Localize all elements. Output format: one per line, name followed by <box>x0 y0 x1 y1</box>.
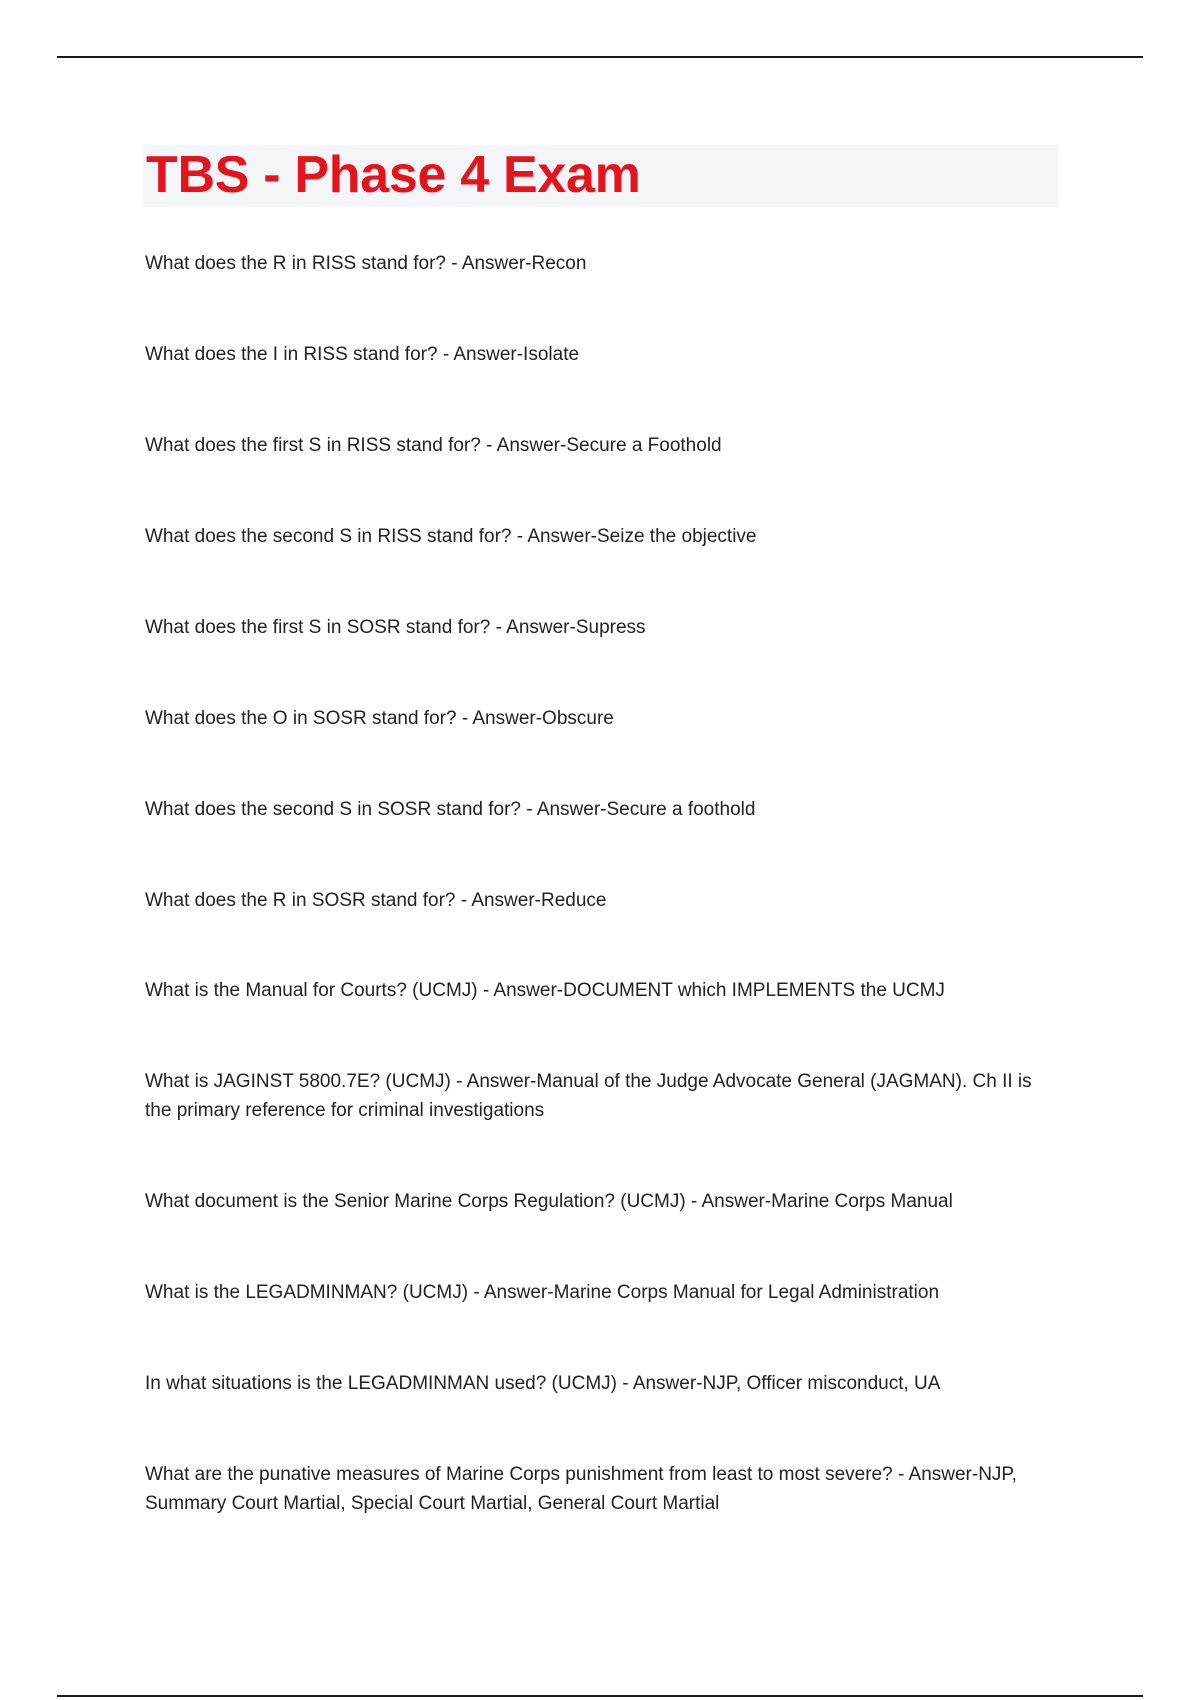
qa-item: What is the LEGADMINMAN? (UCMJ) - Answer-Marine Corps Manual for Legal Administration <box>145 1282 940 1303</box>
qa-item: What does the second S in RISS stand for? - Answer-Seize the objective <box>145 526 757 547</box>
header-rule <box>57 56 1143 58</box>
qa-item: What does the first S in SOSR stand for? - Answer-Supress <box>145 617 646 638</box>
qa-item: What does the O in SOSR stand for? - Answer-Obscure <box>145 708 614 729</box>
footer-rule <box>57 1695 1143 1697</box>
page-title: TBS - Phase 4 Exam <box>146 146 641 204</box>
qa-item: What are the punative measures of Marine Corps punishment from least to most severe? - Answer-NJP, Summary Court Martial, Special Court Martial, General Court Martial <box>145 1464 1017 1514</box>
qa-item: What does the first S in RISS stand for? - Answer-Secure a Foothold <box>145 435 722 456</box>
qa-item: What is JAGINST 5800.7E? (UCMJ) - Answer-Manual of the Judge Advocate General (JAGMAN). Ch II is the primary reference for criminal investigations <box>145 1071 1032 1121</box>
qa-item: What does the second S in SOSR stand for? - Answer-Secure a foothold <box>145 799 756 820</box>
qa-item: In what situations is the LEGADMINMAN used? (UCMJ) - Answer-NJP, Officer misconduct, UA <box>145 1373 941 1394</box>
qa-item: What is the Manual for Courts? (UCMJ) - Answer-DOCUMENT which IMPLEMENTS the UCMJ <box>145 980 945 1001</box>
qa-item: What does the I in RISS stand for? - Answer-Isolate <box>145 344 580 365</box>
qa-item: What does the R in SOSR stand for? - Answer-Reduce <box>145 890 607 911</box>
qa-item: What document is the Senior Marine Corps Regulation? (UCMJ) - Answer-Marine Corps Manual <box>145 1191 953 1212</box>
qa-item: What does the R in RISS stand for? - Answer-Recon <box>145 253 587 274</box>
